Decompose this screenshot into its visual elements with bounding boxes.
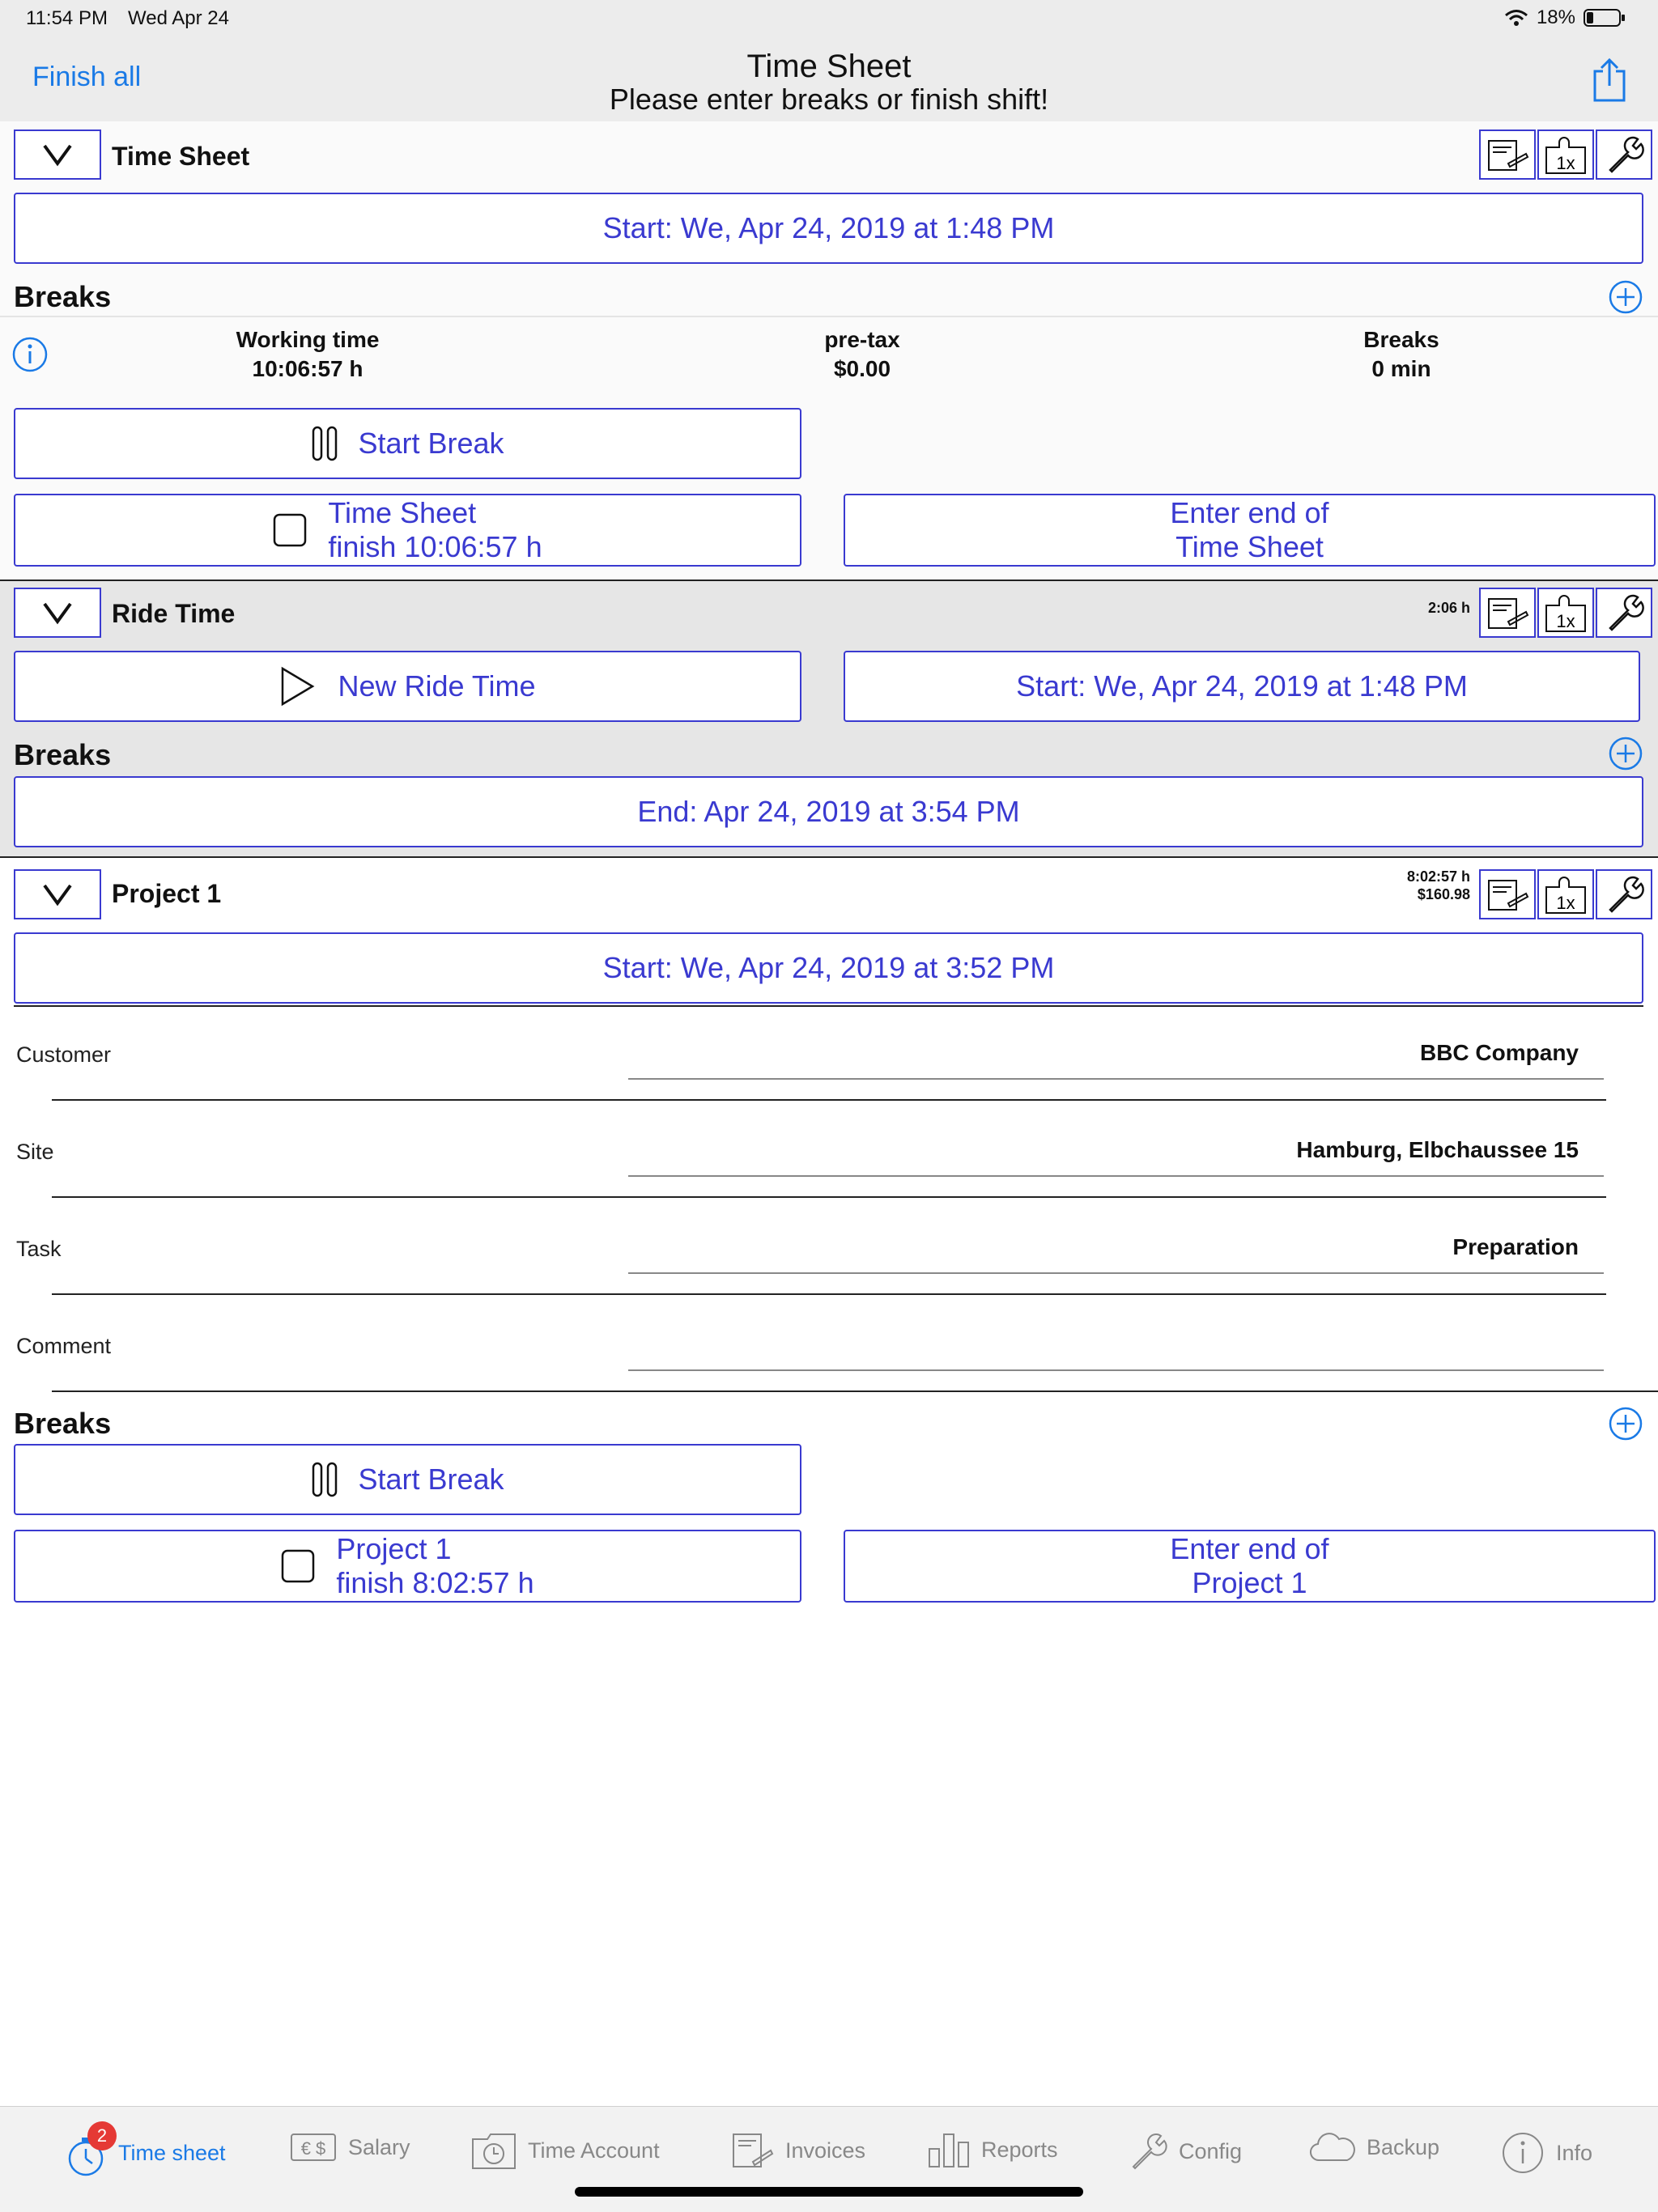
customer-underline <box>628 1078 1604 1080</box>
project-start-break-button[interactable] <box>14 1444 801 1515</box>
field-separator <box>52 1196 1606 1198</box>
tab-config[interactable] <box>1127 2131 1242 2172</box>
clock-box-icon <box>471 2131 517 2170</box>
ride-duration: 2:06 h <box>1427 600 1470 616</box>
timesheet-start-button[interactable] <box>14 193 1643 264</box>
comment-underline <box>628 1369 1604 1371</box>
project-collapse-button[interactable] <box>14 869 101 919</box>
project-breaks-label: Breaks <box>14 1407 112 1440</box>
timesheet-enter-end-line2: Time Sheet <box>1175 530 1324 563</box>
euro-dollar-icon <box>290 2131 337 2163</box>
project-finish-line1: Project 1 <box>336 1532 452 1565</box>
project-finish-line2: finish 8:02:57 h <box>336 1566 534 1599</box>
chevron-down-icon <box>41 601 74 625</box>
page-subtitle: Please enter breaks or finish shift! <box>609 83 1049 116</box>
project-finish-button[interactable] <box>14 1530 801 1603</box>
info-icon[interactable] <box>11 336 49 373</box>
project-duration: 8:02:57 h <box>1406 868 1470 885</box>
project-start-label: Start: We, Apr 24, 2019 at 3:52 PM <box>602 951 1055 984</box>
ride-end-label: End: Apr 24, 2019 at 3:54 PM <box>637 795 1020 828</box>
chevron-down-icon <box>41 882 74 906</box>
multiplier-tool-button[interactable] <box>1537 129 1594 180</box>
finish-all-button[interactable]: Finish all <box>32 62 142 92</box>
pause-icon <box>311 1461 338 1498</box>
comment-label: Comment <box>16 1334 112 1358</box>
ride-end-button[interactable] <box>14 776 1643 847</box>
ride-collapse-button[interactable] <box>14 588 101 638</box>
task-value[interactable]: Preparation <box>1452 1234 1579 1259</box>
timesheet-finish-text <box>328 496 542 564</box>
puzzle-multiplier-icon <box>1541 591 1590 635</box>
project-enter-end-line1: Enter end of <box>1170 1532 1329 1565</box>
add-break-icon[interactable] <box>1609 737 1643 771</box>
svg-text:1x: 1x <box>1556 153 1575 173</box>
battery-percent: 18% <box>1536 6 1575 28</box>
project-amount: $160.98 <box>1417 886 1470 902</box>
checkbox-icon <box>281 1549 315 1583</box>
chevron-down-icon <box>41 142 74 167</box>
info-icon <box>1501 2131 1545 2175</box>
customer-value[interactable]: BBC Company <box>1419 1040 1579 1065</box>
ride-breaks-label: Breaks <box>14 738 112 771</box>
add-break-icon[interactable] <box>1609 1407 1643 1441</box>
wifi-icon <box>1504 9 1528 27</box>
bar-chart-icon <box>928 2131 970 2168</box>
timesheet-start-break-button[interactable] <box>14 408 801 479</box>
share-icon[interactable] <box>1592 57 1627 102</box>
stat-breaks: Breaks 0 min <box>1363 327 1439 381</box>
project-start-break-label: Start Break <box>358 1463 504 1496</box>
wrench-icon <box>1604 134 1644 175</box>
project-enter-end-line2: Project 1 <box>1192 1566 1307 1599</box>
tab-invoices[interactable] <box>732 2131 865 2170</box>
wrench-tool-button[interactable] <box>1596 588 1652 638</box>
tab-badge: 2 <box>87 2121 117 2150</box>
task-label: Task <box>16 1237 62 1261</box>
invoice-tool-button[interactable] <box>1479 588 1536 638</box>
field-separator <box>52 1390 1658 1392</box>
status-right <box>1504 6 1626 29</box>
puzzle-multiplier-icon <box>1541 872 1590 916</box>
wrench-tool-button[interactable] <box>1596 869 1652 919</box>
site-label: Site <box>16 1140 54 1164</box>
cloud-icon <box>1308 2131 1355 2163</box>
field-separator <box>52 1293 1606 1295</box>
nav-bar <box>0 40 1658 121</box>
add-break-icon[interactable] <box>1609 280 1643 314</box>
page-title: Time Sheet <box>746 49 912 84</box>
timesheet-breaks-label: Breaks <box>14 280 112 313</box>
tab-backup-label: Backup <box>1367 2134 1440 2159</box>
tab-reports-label: Reports <box>981 2137 1058 2162</box>
project-enter-end-button[interactable] <box>844 1530 1656 1603</box>
ride-start-label: Start: We, Apr 24, 2019 at 1:48 PM <box>1016 669 1468 703</box>
timesheet-enter-end-line1: Enter end of <box>1170 496 1329 529</box>
wrench-tool-button[interactable] <box>1596 129 1652 180</box>
svg-text:1x: 1x <box>1556 893 1575 913</box>
invoice-edit-icon <box>1486 876 1529 913</box>
timesheet-collapse-button[interactable] <box>14 129 101 180</box>
project-form-divider <box>14 1005 1643 1007</box>
site-value[interactable]: Hamburg, Elbchaussee 15 <box>1296 1137 1579 1162</box>
multiplier-tool-button[interactable] <box>1537 588 1594 638</box>
timesheet-section <box>0 121 1658 581</box>
tab-time-sheet-icon-wrap <box>65 2125 108 2175</box>
wrench-icon <box>1604 592 1644 633</box>
ride-start-button[interactable] <box>844 651 1640 722</box>
tab-config-label: Config <box>1179 2138 1243 2163</box>
new-ride-time-button[interactable] <box>14 651 801 722</box>
project-title: Project 1 <box>112 879 222 908</box>
project-section <box>0 858 1658 1603</box>
invoice-tool-button[interactable] <box>1479 869 1536 919</box>
multiplier-tool-button[interactable] <box>1537 869 1594 919</box>
tab-time-sheet-label: Time sheet <box>118 2140 226 2165</box>
timesheet-start-break-label: Start Break <box>358 427 504 460</box>
tab-salary-label: Salary <box>348 2134 410 2159</box>
ride-title: Ride Time <box>112 599 236 628</box>
timesheet-title: Time Sheet <box>112 142 250 171</box>
tab-reports[interactable] <box>928 2131 1058 2168</box>
status-date: Wed Apr 24 <box>128 7 229 29</box>
project-start-button[interactable] <box>14 932 1643 1004</box>
new-ride-time-label: New Ride Time <box>338 669 536 703</box>
timesheet-finish-button[interactable] <box>14 494 801 567</box>
field-separator <box>52 1099 1606 1101</box>
stats-top-divider <box>0 316 1658 317</box>
status-time: 11:54 PM <box>26 7 108 29</box>
tab-info[interactable] <box>1501 2131 1592 2175</box>
puzzle-multiplier-icon <box>1541 133 1590 176</box>
battery-icon <box>1584 8 1626 28</box>
home-indicator[interactable] <box>575 2187 1083 2197</box>
stat-working-time: Working time 10:06:57 h <box>236 327 380 381</box>
timesheet-start-label: Start: We, Apr 24, 2019 at 1:48 PM <box>602 211 1055 244</box>
site-underline <box>628 1175 1604 1177</box>
tab-time-sheet[interactable] <box>65 2125 226 2175</box>
tab-info-label: Info <box>1556 2140 1593 2165</box>
project-finish-text <box>336 1532 534 1600</box>
invoice-edit-icon <box>1486 136 1529 173</box>
tab-time-account-label: Time Account <box>528 2138 660 2163</box>
pause-icon <box>311 425 338 462</box>
tab-time-account[interactable] <box>471 2131 660 2170</box>
invoice-edit-icon <box>1486 594 1529 631</box>
tab-backup[interactable] <box>1308 2131 1439 2163</box>
timesheet-finish-line1: Time Sheet <box>328 496 477 529</box>
timesheet-finish-line2: finish 10:06:57 h <box>328 530 542 563</box>
project-summary <box>1336 868 1470 903</box>
svg-text:€ $: € $ <box>300 2138 326 2159</box>
svg-text:1x: 1x <box>1556 611 1575 631</box>
ride-section <box>0 581 1658 858</box>
play-icon <box>279 666 315 707</box>
invoice-icon <box>732 2131 774 2170</box>
tab-salary[interactable] <box>290 2131 410 2163</box>
wrench-icon <box>1604 874 1644 915</box>
status-bar <box>0 0 1658 40</box>
invoice-tool-button[interactable] <box>1479 129 1536 180</box>
stat-pretax: pre-tax $0.00 <box>824 327 900 381</box>
timesheet-enter-end-button[interactable] <box>844 494 1656 567</box>
customer-label: Customer <box>16 1042 112 1067</box>
checkbox-icon <box>273 513 307 547</box>
wrench-icon <box>1127 2131 1167 2172</box>
task-underline <box>628 1272 1604 1274</box>
tab-invoices-label: Invoices <box>785 2138 866 2163</box>
